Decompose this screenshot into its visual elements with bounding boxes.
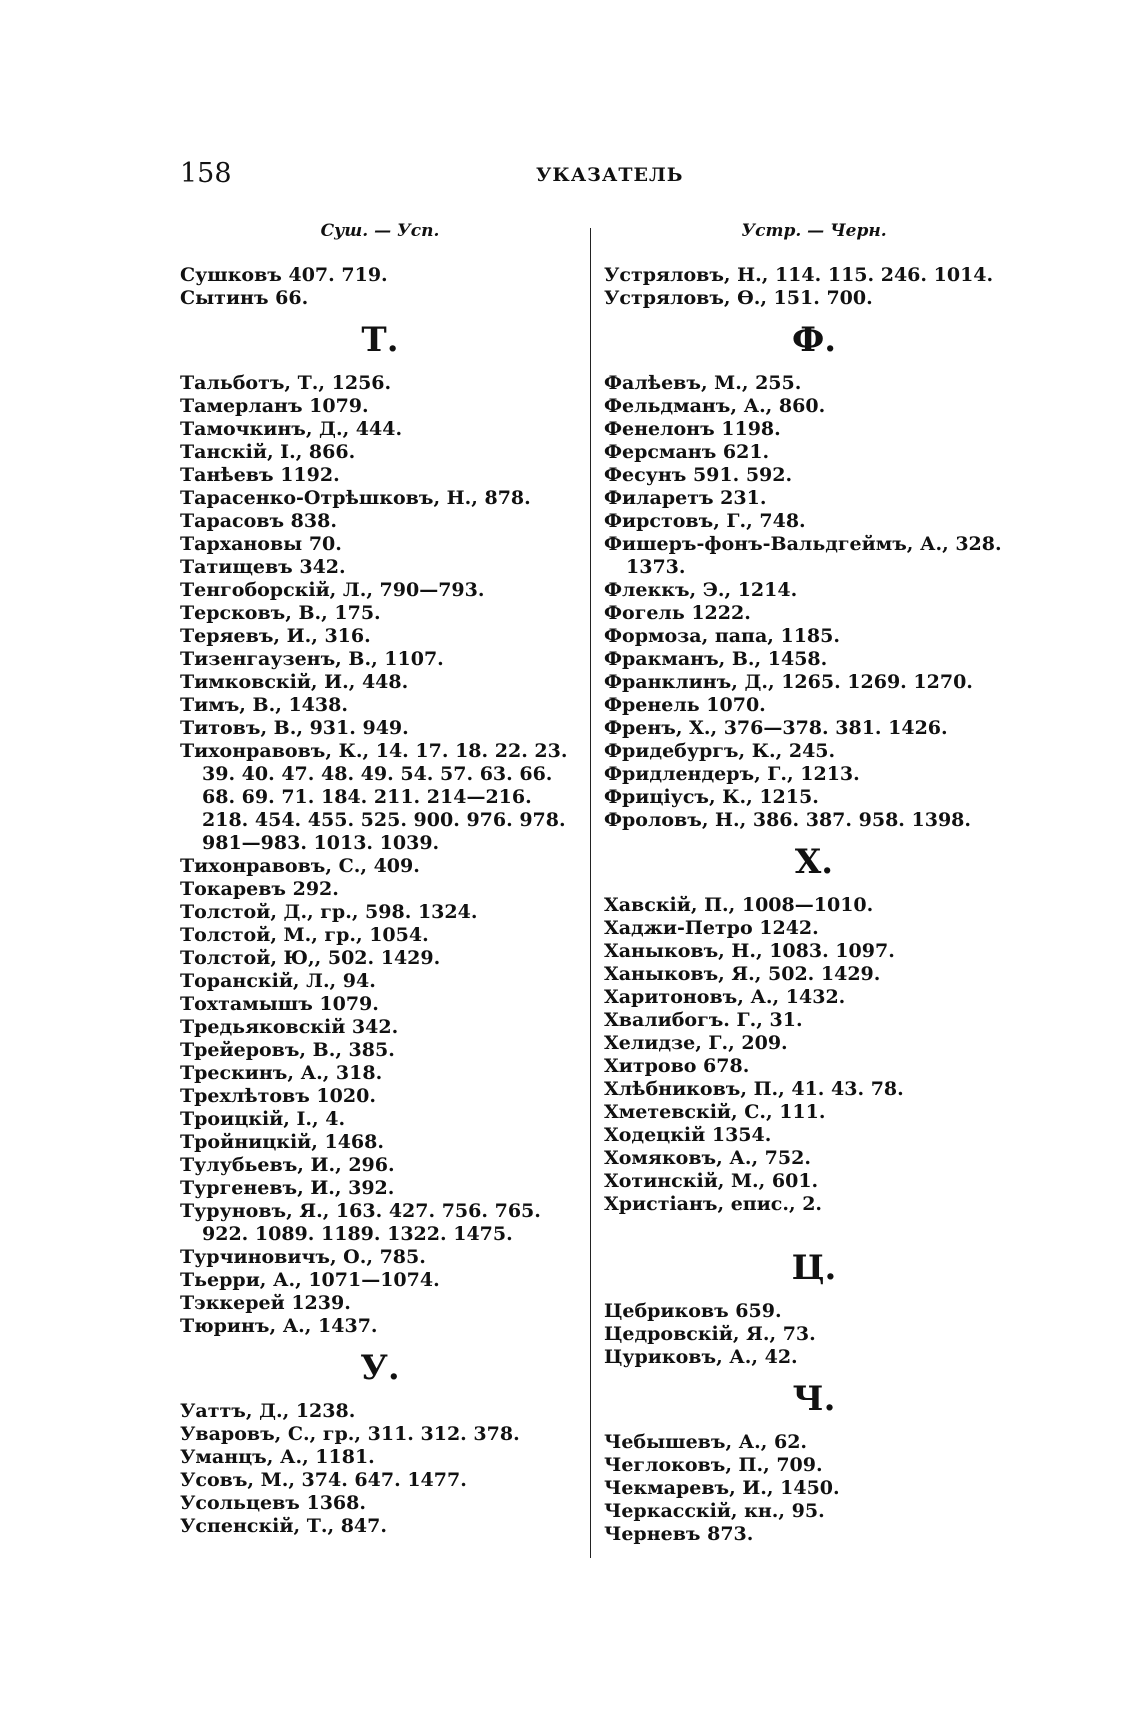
section-letter-h: Х.	[794, 842, 834, 882]
index-entry: Трейеровъ, В., 385.	[180, 1039, 395, 1061]
index-entry: Цуриковъ, А., 42.	[604, 1346, 798, 1368]
index-entry: Фриціусъ, К., 1215.	[604, 786, 819, 808]
index-entry: Ходецкій 1354.	[604, 1124, 772, 1146]
index-entry: Сушковъ 407. 719.	[180, 264, 388, 286]
index-entry: Хомяковъ, А., 752.	[604, 1147, 811, 1169]
index-entry: Харитоновъ, А., 1432.	[604, 986, 846, 1008]
section-letter-ts: Ц.	[791, 1248, 837, 1288]
index-entry: Чекмаревъ, И., 1450.	[604, 1477, 840, 1499]
index-entry: Танѣевъ 1192.	[180, 464, 340, 486]
index-entry: Титовъ, В., 931. 949.	[180, 717, 409, 739]
left-column	[180, 220, 580, 1538]
index-entry: Френель 1070.	[604, 694, 766, 716]
index-entry: Чеглоковъ, П., 709.	[604, 1454, 823, 1476]
index-entry: Филаретъ 231.	[604, 487, 767, 509]
index-entry: Хелидзе, Г., 209.	[604, 1032, 788, 1054]
index-entry: Тарасенко-Отрѣшковъ, Н., 878.	[180, 487, 531, 509]
section-letter-f: Ф.	[791, 320, 837, 360]
index-entry: Тредьяковскій 342.	[180, 1016, 399, 1038]
index-entry: Терсковъ, В., 175.	[180, 602, 381, 624]
index-entry: Формоза, папа, 1185.	[604, 625, 840, 647]
index-entry: Тимковскій, И., 448.	[180, 671, 409, 693]
index-entry: Фельдманъ, А., 860.	[604, 395, 826, 417]
section-letter-t: Т.	[361, 320, 399, 360]
ts-entries	[604, 1300, 1024, 1369]
f-entries	[604, 372, 1024, 832]
index-entry: Тимъ, В., 1438.	[180, 694, 348, 716]
index-entry: Уманцъ, А., 1181.	[180, 1446, 375, 1468]
index-entry: Хметевскій, С., 111.	[604, 1101, 826, 1123]
index-entry: Хотинскій, М., 601.	[604, 1170, 819, 1192]
index-entry: Флеккъ, Э., 1214.	[604, 579, 798, 601]
index-entry: Турчиновичъ, О., 785.	[180, 1246, 426, 1268]
index-entry: Татищевъ 342.	[180, 556, 346, 578]
index-entry: Торанскій, Л., 94.	[180, 970, 376, 992]
running-head: УКАЗАТЕЛЬ	[536, 164, 684, 186]
index-entry: Фридебургъ, К., 245.	[604, 740, 836, 762]
index-entry: Фенелонъ 1198.	[604, 418, 781, 440]
index-entry: Усовъ, М., 374. 647. 1477.	[180, 1469, 467, 1491]
left-top-entries	[180, 264, 580, 310]
index-entry: Хвалибогъ. Г., 31.	[604, 1009, 803, 1031]
index-entry: Тенгоборскій, Л., 790—793.	[180, 579, 485, 601]
section-letter-u: У.	[360, 1348, 400, 1388]
index-entry: Усольцевъ 1368.	[180, 1492, 366, 1514]
index-entry: Трехлѣтовъ 1020.	[180, 1085, 376, 1107]
index-entry: Туруновъ, Я., 163. 427. 756. 765. 922. 1089. 1189. 1322. 1475.	[180, 1200, 541, 1245]
index-entry: Фридлендеръ, Г., 1213.	[604, 763, 860, 785]
index-entry: Устряловъ, Ѳ., 151. 700.	[604, 287, 873, 309]
index-entry: Уаттъ, Д., 1238.	[180, 1400, 356, 1422]
index-entry: Толстой, М., гр., 1054.	[180, 924, 429, 946]
index-entry: Фишеръ-фонъ-Вальдгеймъ, А., 328. 1373.	[604, 533, 1002, 578]
index-entry: Цедровскій, Я., 73.	[604, 1323, 816, 1345]
index-entry: Троицкій, І., 4.	[180, 1108, 346, 1130]
index-entry: Фогель 1222.	[604, 602, 751, 624]
index-entry: Ханыковъ, Я., 502. 1429.	[604, 963, 881, 985]
index-entry: Тьерри, А., 1071—1074.	[180, 1269, 440, 1291]
index-entry: Фирстовъ, Г., 748.	[604, 510, 806, 532]
index-entry: Фракманъ, В., 1458.	[604, 648, 828, 670]
index-entry: Толстой, Ю,, 502. 1429.	[180, 947, 441, 969]
index-entry: Трескинъ, А., 318.	[180, 1062, 383, 1084]
page-number: 158	[180, 158, 232, 189]
index-entry: Тулубьевъ, И., 296.	[180, 1154, 395, 1176]
index-entry: Токаревъ 292.	[180, 878, 339, 900]
index-entry: Тюринъ, А., 1437.	[180, 1315, 378, 1337]
index-entry: Тамочкинъ, Д., 444.	[180, 418, 403, 440]
index-entry: Фалѣевъ, М., 255.	[604, 372, 802, 394]
index-entry: Цебриковъ 659.	[604, 1300, 782, 1322]
index-entry: Хлѣбниковъ, П., 41. 43. 78.	[604, 1078, 904, 1100]
index-entry: Фесунъ 591. 592.	[604, 464, 793, 486]
index-entry: Тохтамышъ 1079.	[180, 993, 379, 1015]
index-entry: Уваровъ, С., гр., 311. 312. 378.	[180, 1423, 520, 1445]
index-entry: Тархановы 70.	[180, 533, 342, 555]
t-entries	[180, 372, 580, 1338]
index-entry: Христіанъ, епис., 2.	[604, 1193, 823, 1215]
index-entry: Тальботъ, Т., 1256.	[180, 372, 392, 394]
index-entry: Тройницкій, 1468.	[180, 1131, 384, 1153]
index-entry: Тихонравовъ, С., 409.	[180, 855, 420, 877]
index-entry: Хаджи-Петро 1242.	[604, 917, 819, 939]
index-entry: Френъ, Х., 376—378. 381. 1426.	[604, 717, 948, 739]
section-letter-ch: Ч.	[792, 1379, 836, 1419]
index-entry: Толстой, Д., гр., 598. 1324.	[180, 901, 478, 923]
index-entry: Тэккерей 1239.	[180, 1292, 351, 1314]
index-entry: Тарасовъ 838.	[180, 510, 337, 532]
left-column-head: Суш. — Усп.	[320, 221, 440, 241]
right-top-entries	[604, 264, 1024, 310]
index-entry: Устряловъ, Н., 114. 115. 246. 1014.	[604, 264, 994, 286]
index-entry: Ханыковъ, Н., 1083. 1097.	[604, 940, 895, 962]
right-column	[604, 220, 1024, 1546]
h-entries	[604, 894, 1024, 1216]
index-entry: Танскій, І., 866.	[180, 441, 356, 463]
index-entry: Тихонравовъ, К., 14. 17. 18. 22. 23. 39. 40. 47. 48. 49. 54. 57. 63. 66. 68. 69. 71. 184. 211. 214—216. 218. 454. 455. 525. 900. 976. 978. 981—983. 1013. 1039.	[180, 740, 568, 854]
index-entry: Ферсманъ 621.	[604, 441, 770, 463]
ch-entries	[604, 1431, 1024, 1546]
index-entry: Хавскій, П., 1008—1010.	[604, 894, 874, 916]
index-entry: Тургеневъ, И., 392.	[180, 1177, 395, 1199]
index-entry: Фроловъ, Н., 386. 387. 958. 1398.	[604, 809, 972, 831]
index-entry: Франклинъ, Д., 1265. 1269. 1270.	[604, 671, 973, 693]
index-entry: Черкасскій, кн., 95.	[604, 1500, 825, 1522]
index-entry: Сытинъ 66.	[180, 287, 309, 309]
index-entry: Хитрово 678.	[604, 1055, 750, 1077]
column-divider	[590, 228, 591, 1558]
index-entry: Черневъ 873.	[604, 1523, 754, 1545]
index-entry: Теряевъ, И., 316.	[180, 625, 371, 647]
index-entry: Успенскій, Т., 847.	[180, 1515, 387, 1537]
index-entry: Чебышевъ, А., 62.	[604, 1431, 808, 1453]
index-entry: Тамерланъ 1079.	[180, 395, 369, 417]
index-entry: Тизенгаузенъ, В., 1107.	[180, 648, 444, 670]
u-entries	[180, 1400, 580, 1538]
right-column-head: Устр. — Черн.	[741, 221, 887, 241]
